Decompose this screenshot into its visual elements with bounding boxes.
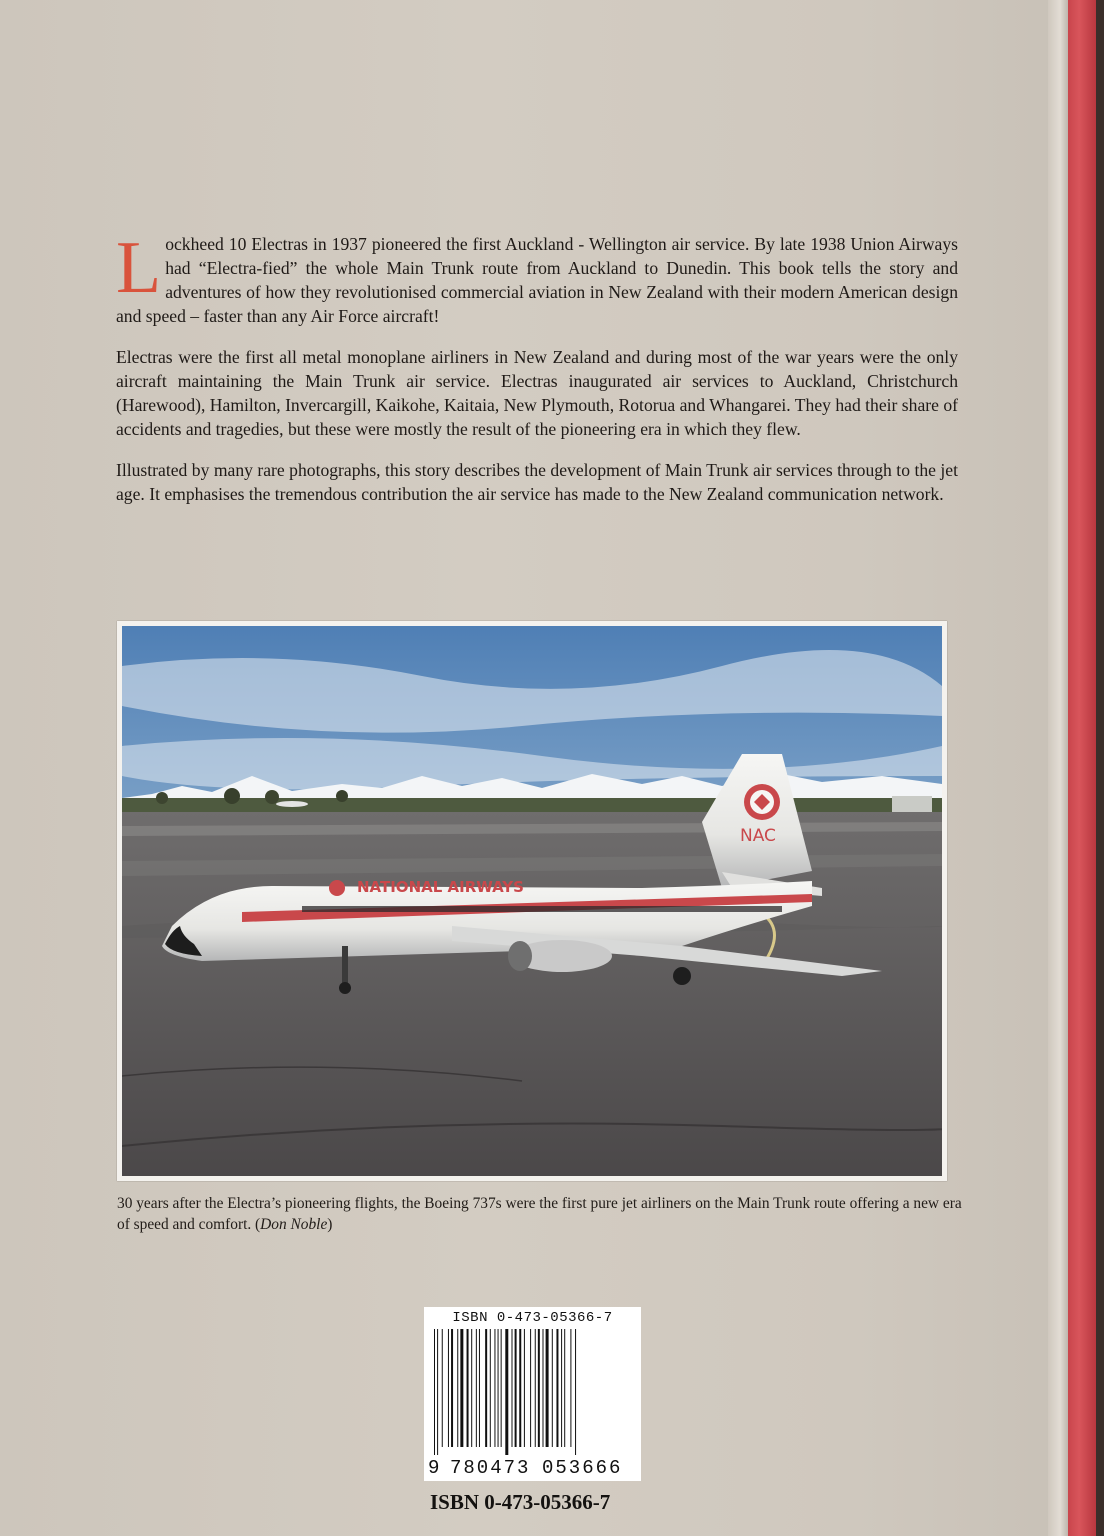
barcode — [424, 1307, 641, 1481]
barcode-bar — [479, 1329, 480, 1447]
barcode-bar — [524, 1329, 525, 1447]
barcode-bar — [519, 1329, 521, 1447]
barcode-bar — [543, 1329, 544, 1447]
barcode-bar — [505, 1329, 508, 1455]
fuselage-text: NATIONAL AIRWAYS — [357, 878, 524, 896]
barcode-bar — [490, 1329, 491, 1447]
barcode-bar — [546, 1329, 549, 1447]
barcode-bar — [564, 1329, 565, 1447]
barcode-bar — [485, 1329, 487, 1447]
photo-caption — [117, 1193, 962, 1235]
barcode-bar — [451, 1329, 453, 1447]
caption-close: ) — [327, 1216, 333, 1233]
barcode-bar — [570, 1329, 571, 1447]
barcode-bar — [494, 1329, 495, 1447]
isbn-footer: ISBN 0-473-05366-7 — [430, 1490, 611, 1514]
barcode-bar — [457, 1329, 458, 1447]
barcode-bar — [437, 1329, 438, 1455]
barcode-bar — [575, 1329, 576, 1455]
boeing-737-photo — [117, 621, 947, 1181]
barcode-bar — [515, 1329, 517, 1447]
caption-credit: Don Noble — [260, 1216, 328, 1233]
blurb-paragraph-2: Electras were the first all metal monoplane airliners in New Zealand and during most of the war years were the only aircraft maintaining the Main Trunk air service. Electras inaugurated air services to Auckland, Christchurch (Harewood), Hamilton, Invercargill, Kaikohe, Kaitaia, New Plymouth, Rotorua and Whangarei. They had their share of accidents and tragedies, but these were mostly the result of the pioneering era in which they flew. — [116, 347, 958, 439]
caption-text: 30 years after the Electra’s pioneering flights, the Boeing 737s were the first pure jet airliners on the Main Trunk route offering a new era of speed and comfort. ( — [117, 1195, 962, 1233]
barcode-bar — [552, 1329, 553, 1447]
barcode-bar — [434, 1329, 435, 1455]
barcode-bar — [556, 1329, 558, 1447]
background-edge — [1096, 0, 1104, 1536]
barcode-bar — [476, 1329, 477, 1447]
barcode-bar — [530, 1329, 531, 1447]
barcode-bar — [561, 1329, 562, 1447]
drop-cap: L — [116, 227, 162, 309]
barcode-bar — [498, 1329, 499, 1447]
barcode-bar — [448, 1329, 449, 1447]
cover-blurb — [116, 227, 958, 523]
barcode-bar — [460, 1329, 463, 1447]
blurb-paragraph-1 — [116, 227, 958, 328]
barcode-bar — [512, 1329, 513, 1447]
barcode-digits — [424, 1457, 641, 1479]
blurb-paragraph-1-text: ockheed 10 Electras in 1937 pioneered the first Auckland - Wellington air service. By late 1938 Union Airways had “Electra-fied” the whole Main Trunk route from Auckland to Dunedin. This book tells the story and adventures of how they revolutionised commercial aviation in New Zealand with their modern American design and speed – faster than any Air Force aircraft! — [116, 234, 958, 326]
photo-image — [122, 626, 942, 1176]
barcode-bar — [442, 1329, 443, 1447]
barcode-digits-left: 780473 — [450, 1457, 531, 1479]
red-spine-edge — [1068, 0, 1096, 1536]
barcode-bar — [501, 1329, 502, 1447]
barcode-digits-right: 053666 — [542, 1457, 623, 1479]
barcode-first-digit: 9 — [428, 1457, 440, 1479]
barcode-bar — [467, 1329, 469, 1447]
barcode-bar — [471, 1329, 472, 1447]
page-edge — [1048, 0, 1068, 1536]
barcode-bar — [535, 1329, 536, 1447]
tail-text: NAC — [740, 826, 776, 846]
barcode-isbn: ISBN 0-473-05366-7 — [452, 1310, 613, 1326]
blurb-paragraph-3: Illustrated by many rare photographs, this story describes the development of Main Trunk air services through to the jet age. It emphasises the tremendous contribution the air service has made to the New Zealand communication network. — [116, 460, 958, 504]
barcode-bar — [538, 1329, 540, 1447]
barcode-bars — [432, 1329, 632, 1455]
